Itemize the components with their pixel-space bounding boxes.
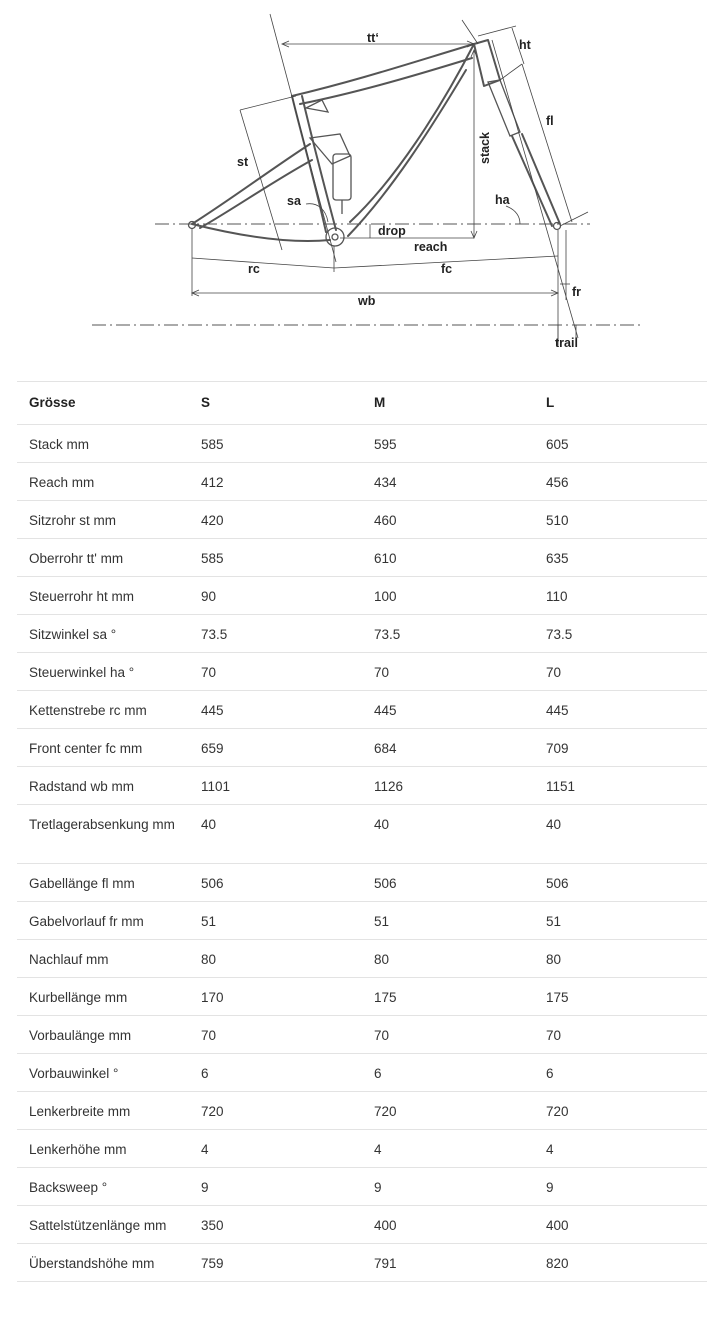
value-cell: 506: [374, 876, 397, 891]
value-cell: 1151: [546, 779, 576, 794]
value-cell: 434: [374, 475, 397, 490]
value-cell: 73.5: [374, 627, 401, 642]
row-label-cell: Gabellänge fl mm: [29, 876, 135, 891]
value-cell: 70: [546, 1028, 562, 1043]
value-cell: 80: [374, 952, 390, 967]
value-cell: 350: [201, 1218, 224, 1233]
value-cell: 51: [546, 914, 562, 929]
header-cell: L: [546, 395, 555, 410]
value-cell: 40: [201, 817, 217, 832]
table-row: [17, 864, 707, 902]
value-cell: 1101: [201, 779, 231, 794]
table-row: [17, 767, 707, 805]
value-cell: 175: [374, 990, 397, 1005]
geometry-diagram-svg: [0, 0, 718, 370]
value-cell: 420: [201, 513, 224, 528]
value-cell: 110: [546, 589, 568, 604]
row-label-cell: Reach mm: [29, 475, 95, 490]
value-cell: 70: [374, 1028, 390, 1043]
value-cell: 6: [374, 1066, 382, 1081]
row-label-cell: Nachlauf mm: [29, 952, 109, 967]
label-ht: ht: [519, 38, 531, 52]
row-label-cell: Sattelstützenlänge mm: [29, 1218, 167, 1233]
value-cell: 820: [546, 1256, 569, 1271]
label-drop: drop: [378, 224, 406, 238]
label-tt: tt‘: [367, 31, 379, 45]
value-cell: 9: [201, 1180, 209, 1195]
value-cell: 6: [201, 1066, 209, 1081]
value-cell: 412: [201, 475, 224, 490]
label-fr: fr: [572, 285, 582, 299]
value-cell: 80: [201, 952, 217, 967]
row-label-cell: Lenkerhöhe mm: [29, 1142, 127, 1157]
value-cell: 610: [374, 551, 397, 566]
table-row: [17, 1244, 707, 1282]
row-label-cell: Vorbaulänge mm: [29, 1028, 132, 1043]
table-row: [17, 691, 707, 729]
table-row: [17, 1092, 707, 1130]
value-cell: 720: [201, 1104, 224, 1119]
row-label-cell: Steuerwinkel ha °: [29, 665, 135, 680]
table-row: [17, 425, 707, 463]
label-ha: ha: [495, 193, 510, 207]
label-fl: fl: [546, 114, 554, 128]
table-row: [17, 940, 707, 978]
value-cell: 585: [201, 551, 224, 566]
value-cell: 4: [374, 1142, 382, 1157]
table-row: [17, 539, 707, 577]
row-label-cell: Oberrohr tt' mm: [29, 551, 124, 566]
label-stack: stack: [478, 132, 492, 164]
bike-frame: [189, 40, 561, 246]
geometry-table: [17, 381, 707, 1282]
value-cell: 400: [546, 1218, 569, 1233]
value-cell: 791: [374, 1256, 397, 1271]
table-row: [17, 615, 707, 653]
header-cell: Grösse: [29, 395, 76, 410]
table-row: [17, 1130, 707, 1168]
row-label-cell: Überstandshöhe mm: [29, 1256, 155, 1271]
value-cell: 40: [546, 817, 562, 832]
value-cell: 4: [201, 1142, 209, 1157]
row-label-cell: Backsweep °: [29, 1180, 108, 1195]
value-cell: 506: [201, 876, 224, 891]
row-label-cell: Tretlagerabsenkung mm: [29, 817, 175, 832]
value-cell: 759: [201, 1256, 224, 1271]
table-row: [17, 1206, 707, 1244]
geometry-diagram: [0, 0, 718, 370]
value-cell: 585: [201, 437, 224, 452]
row-label-cell: Gabelvorlauf fr mm: [29, 914, 144, 929]
value-cell: 9: [546, 1180, 554, 1195]
value-cell: 506: [546, 876, 569, 891]
value-cell: 400: [374, 1218, 397, 1233]
value-cell: 6: [546, 1066, 554, 1081]
table-row: [17, 1168, 707, 1206]
value-cell: 80: [546, 952, 562, 967]
label-st: st: [237, 155, 249, 169]
value-cell: 445: [201, 703, 224, 718]
value-cell: 175: [546, 990, 569, 1005]
row-label-cell: Kurbellänge mm: [29, 990, 128, 1005]
row-label-cell: Sitzrohr st mm: [29, 513, 117, 528]
row-label-cell: Vorbauwinkel °: [29, 1066, 119, 1081]
value-cell: 510: [546, 513, 569, 528]
table-row: [17, 1054, 707, 1092]
value-cell: 460: [374, 513, 397, 528]
value-cell: 73.5: [201, 627, 228, 642]
header-cell: S: [201, 395, 211, 410]
label-rc: rc: [248, 262, 260, 276]
row-label-cell: Stack mm: [29, 437, 90, 452]
value-cell: 70: [201, 1028, 217, 1043]
value-cell: 40: [374, 817, 390, 832]
value-cell: 4: [546, 1142, 554, 1157]
dimension-lines: [192, 14, 588, 345]
table-row: [17, 463, 707, 501]
label-trail: trail: [555, 336, 578, 350]
table-body: [17, 425, 707, 1282]
label-fc: fc: [441, 262, 453, 276]
value-cell: 659: [201, 741, 224, 756]
table-row: [17, 1016, 707, 1054]
row-label-cell: Steuerrohr ht mm: [29, 589, 135, 604]
value-cell: 51: [374, 914, 390, 929]
value-cell: 70: [546, 665, 562, 680]
value-cell: 70: [201, 665, 217, 680]
row-label-cell: Lenkerbreite mm: [29, 1104, 131, 1119]
value-cell: 445: [374, 703, 397, 718]
value-cell: 1126: [374, 779, 404, 794]
value-cell: 635: [546, 551, 569, 566]
table-row: [17, 978, 707, 1016]
value-cell: 445: [546, 703, 569, 718]
table-row: [17, 729, 707, 767]
table-header-row: [17, 382, 707, 425]
table-row: [17, 501, 707, 539]
header-cell: M: [374, 395, 386, 410]
table-row: [17, 902, 707, 940]
value-cell: 70: [374, 665, 390, 680]
label-sa: sa: [287, 194, 301, 208]
value-cell: 100: [374, 589, 397, 604]
row-label-cell: Sitzwinkel sa °: [29, 627, 117, 642]
row-label-cell: Radstand wb mm: [29, 779, 135, 794]
value-cell: 605: [546, 437, 569, 452]
value-cell: 73.5: [546, 627, 573, 642]
label-reach: reach: [414, 240, 448, 254]
value-cell: 709: [546, 741, 569, 756]
value-cell: 90: [201, 589, 217, 604]
value-cell: 595: [374, 437, 397, 452]
value-cell: 684: [374, 741, 397, 756]
value-cell: 9: [374, 1180, 382, 1195]
value-cell: 720: [546, 1104, 569, 1119]
table-row: [17, 577, 707, 615]
row-label-cell: Front center fc mm: [29, 741, 143, 756]
row-label-cell: Kettenstrebe rc mm: [29, 703, 147, 718]
table-row: [17, 805, 707, 864]
table-row: [17, 653, 707, 691]
value-cell: 720: [374, 1104, 397, 1119]
label-wb: wb: [358, 294, 376, 308]
value-cell: 51: [201, 914, 217, 929]
value-cell: 170: [201, 990, 224, 1005]
value-cell: 456: [546, 475, 569, 490]
